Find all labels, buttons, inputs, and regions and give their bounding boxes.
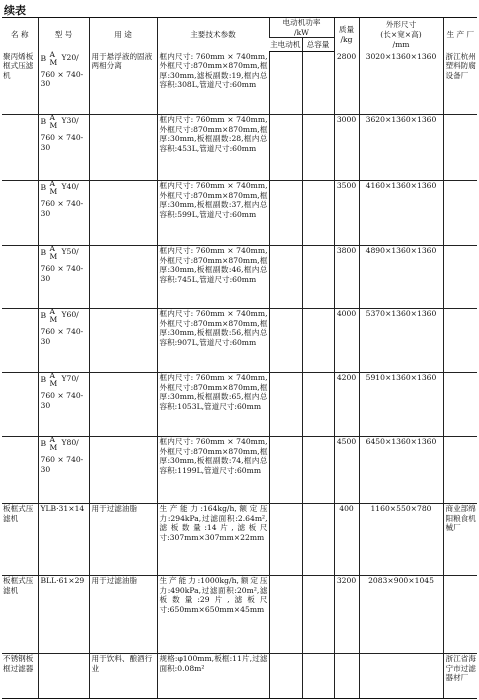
cell-mass: 4200 (334, 373, 359, 437)
cell-motor-main (269, 115, 302, 181)
cell-mass: 4000 (334, 309, 359, 373)
cell-name (2, 246, 38, 309)
cell-maker: 商业部绵阳粮食机械厂 (443, 504, 477, 576)
cell-motor-main (269, 654, 302, 699)
cell-motor-total (302, 437, 334, 504)
model-prefix-a: A (49, 371, 55, 381)
table-row (2, 504, 477, 576)
cell-params: 框内尺寸: 760mm × 740mm,外框尺寸:870mm×870mm,框厚:30mm,板框副数:28,框内总容积:453L,管道尺寸:60mm (157, 115, 269, 181)
cell-motor-total (302, 246, 334, 309)
model-prefix-a: A (49, 435, 55, 445)
model-prefix-a: A (49, 113, 55, 123)
cell-motor-total (302, 115, 334, 181)
cell-use: 用于过滤油脂 (89, 504, 157, 576)
model-size: 760 × 740-30 (40, 264, 84, 283)
cell-use: 用于悬浮液的固液两相分离 (89, 52, 157, 115)
header-dims-detail: (长×宽×高) (380, 30, 422, 40)
header-mass (334, 18, 359, 52)
header-maker: 生 产 厂 (443, 18, 477, 52)
cell-dims: 5370×1360×1360 (359, 309, 443, 373)
header-dims (359, 18, 443, 52)
model-prefix-a: A (49, 307, 55, 317)
cell-use (89, 309, 157, 373)
cell-motor-main (269, 181, 302, 246)
cell-name: 聚丙烯板框式压滤机 (3, 51, 34, 80)
header-use: 用 途 (89, 18, 157, 52)
cell-motor-main (269, 246, 302, 309)
cell-use (89, 373, 157, 437)
cell-dims: 3020×1360×1360 (359, 52, 443, 115)
cell-name: 不锈钢板框过滤器 (2, 654, 38, 699)
cell-model (38, 654, 89, 699)
cell-mass: 3200 (334, 576, 359, 654)
model-code: Y80/ (61, 438, 79, 448)
header-motor-main: 主电动机 (269, 38, 302, 52)
model-prefix-m: M (49, 57, 58, 67)
cell-motor-main (269, 309, 302, 373)
cell-motor-total (302, 309, 334, 373)
header-motor-power (269, 18, 334, 38)
model-prefix-m: M (49, 443, 58, 453)
model-prefix-a: A (49, 49, 55, 59)
header-params: 主要技术参数 (157, 18, 269, 52)
model-size: 760 × 740-30 (40, 69, 84, 89)
header-mass-label: 质量 (338, 25, 355, 35)
model-prefix-b: B (40, 311, 47, 321)
header-dims-label: 外形尺寸 (385, 20, 417, 30)
header-dims-unit: /mm (392, 39, 410, 49)
header-motor-power-unit: /kW (294, 27, 309, 37)
table-row (2, 246, 477, 309)
model-prefix-b: B (40, 248, 47, 258)
cell-params: 生产能力:1000kg/h,额定压力:490kPa,过滤面积:20m²,滤板数量:29片,滤板尺寸:650mm×650mm×45mm (157, 576, 269, 654)
model-prefix-m: M (49, 315, 58, 325)
cell-model: BLL·61×29 (38, 576, 89, 654)
model-prefix-a: A (49, 179, 55, 189)
cell-maker (443, 373, 477, 437)
cell-mass (334, 654, 359, 699)
table-row (2, 309, 477, 373)
cell-dims: 2083×900×1045 (359, 576, 443, 654)
header-name: 名 称 (2, 18, 38, 52)
model-size: 760 × 740-30 (40, 327, 84, 346)
model-prefix-m: M (49, 252, 58, 262)
cell-params: 框内尺寸: 760mm × 740mm,外框尺寸:870mm×870mm,框厚:30mm,滤板副数:19,框内总容积:308L,管道尺寸:60mm (157, 52, 269, 115)
cell-params: 框内尺寸: 760mm × 740mm,外框尺寸:870mm×870mm,框厚:30mm,板框副数:56,框内总容积:907L,管道尺寸:60mm (157, 309, 269, 373)
cell-model (38, 49, 89, 115)
cell-params: 框内尺寸: 760mm × 740mm,外框尺寸:870mm×870mm,框厚:30mm,板框副数:37,框内总容积:599L,管道尺寸:60mm (157, 181, 269, 246)
model-prefix-b: B (40, 117, 47, 127)
model-code: Y20/ (61, 52, 79, 62)
cell-use: 用于饮料、酿酒行业 (89, 654, 157, 699)
cell-mass: 3500 (334, 181, 359, 246)
cell-maker: 浙江省海宁市过滤器材厂 (443, 654, 477, 699)
table-row (2, 373, 477, 437)
cell-params: 规格:φ100mm,板框:11片,过滤面积:0.08m² (157, 654, 269, 699)
cell-motor-main (269, 437, 302, 504)
cell-motor-total (302, 576, 334, 654)
cell-name (2, 309, 38, 373)
cell-dims: 4890×1360×1360 (359, 246, 443, 309)
cell-motor-total (302, 52, 334, 115)
cell-motor-main (269, 504, 302, 576)
model-prefix-b: B (40, 183, 47, 193)
cell-use (89, 437, 157, 504)
cell-use (89, 115, 157, 181)
cell-model: YLB·31×14 (38, 504, 89, 576)
header-motor-power-label: 电动机功率 (282, 18, 321, 27)
cell-mass: 400 (334, 504, 359, 576)
table-row (2, 181, 477, 246)
cell-motor-total (302, 504, 334, 576)
table-row (2, 437, 477, 504)
cell-name (2, 437, 38, 504)
cell-maker (443, 246, 477, 309)
model-code: Y30/ (61, 116, 79, 126)
model-prefix-a: A (49, 244, 55, 254)
cell-name: 板框式压滤机 (2, 504, 38, 576)
cell-motor-total (302, 373, 334, 437)
cell-dims: 6450×1360×1360 (359, 437, 443, 504)
cell-params: 框内尺寸: 760mm × 740mm,外框尺寸:870mm×870mm,框厚:30mm,板框副数:65,框内总容积:1053L,管道尺寸:60mm (157, 373, 269, 437)
cell-maker (443, 576, 477, 654)
model-size: 760 × 740-30 (40, 455, 84, 474)
model-prefix-m: M (49, 379, 58, 389)
cell-maker (443, 437, 477, 504)
cell-motor-total (302, 654, 334, 699)
cell-name (2, 181, 38, 246)
cell-dims (359, 654, 443, 699)
cell-mass: 4500 (334, 437, 359, 504)
model-size: 760 × 740-30 (40, 199, 84, 218)
cell-model (38, 181, 89, 246)
cell-dims: 3620×1360×1360 (359, 115, 443, 181)
cell-maker (443, 181, 477, 246)
cell-motor-main (269, 373, 302, 437)
model-code: Y60/ (61, 310, 79, 320)
cell-mass: 3800 (334, 246, 359, 309)
cell-params: 框内尺寸: 760mm × 740mm,外框尺寸:870mm×870mm,框厚:30mm,板框副数:74,框内总容积:1199L,管道尺寸:60mm (157, 437, 269, 504)
table-row (2, 654, 477, 699)
cell-model (38, 309, 89, 373)
cell-model (38, 246, 89, 309)
model-prefix-m: M (49, 121, 58, 131)
cell-model (38, 373, 89, 437)
table-row (2, 52, 477, 115)
cell-motor-total (302, 181, 334, 246)
cell-maker (443, 115, 477, 181)
cell-dims: 1160×550×780 (359, 504, 443, 576)
cell-mass: 3000 (334, 115, 359, 181)
cell-params: 框内尺寸: 760mm × 740mm,外框尺寸:870mm×870mm,框厚:30mm,板框副数:46,框内总容积:745L,管道尺寸:60mm (157, 246, 269, 309)
cell-motor-main (269, 576, 302, 654)
cell-mass: 2800 (334, 52, 359, 115)
model-size: 760 × 740-30 (40, 133, 84, 152)
cell-motor-main (269, 52, 302, 115)
cell-use: 用于过滤油脂 (89, 576, 157, 654)
model-prefix-b: B (40, 375, 47, 385)
equipment-table (2, 17, 477, 699)
model-code: Y50/ (61, 247, 79, 257)
cell-maker: 浙江杭州塑料防腐设备厂 (443, 52, 477, 115)
model-code: Y40/ (61, 182, 79, 192)
cell-name (2, 373, 38, 437)
model-prefix-b: B (40, 439, 47, 449)
cell-name: 板框式压滤机 (2, 576, 38, 654)
cell-model (38, 437, 89, 504)
header-mass-unit: /kg (340, 34, 353, 44)
cell-maker (443, 309, 477, 373)
model-prefix-m: M (49, 187, 58, 197)
header-model: 型 号 (38, 18, 89, 52)
model-code: Y70/ (61, 374, 79, 384)
cell-use (89, 181, 157, 246)
model-prefix-b: B (40, 53, 47, 63)
cell-name (2, 115, 38, 181)
table-row (2, 576, 477, 654)
model-size: 760 × 740-30 (40, 391, 84, 410)
continued-label: 续表 (4, 4, 26, 17)
header-motor-total: 总容量 (302, 38, 334, 52)
cell-dims: 5910×1360×1360 (359, 373, 443, 437)
table-row (2, 115, 477, 181)
cell-model (38, 115, 89, 181)
cell-params: 生产能力:164kg/h,额定压力:294kPa,过滤面积:2.64m²,滤板数量:14片,滤板尺寸:307mm×307mm×22mm (157, 504, 269, 576)
cell-use (89, 246, 157, 309)
cell-dims: 4160×1360×1360 (359, 181, 443, 246)
